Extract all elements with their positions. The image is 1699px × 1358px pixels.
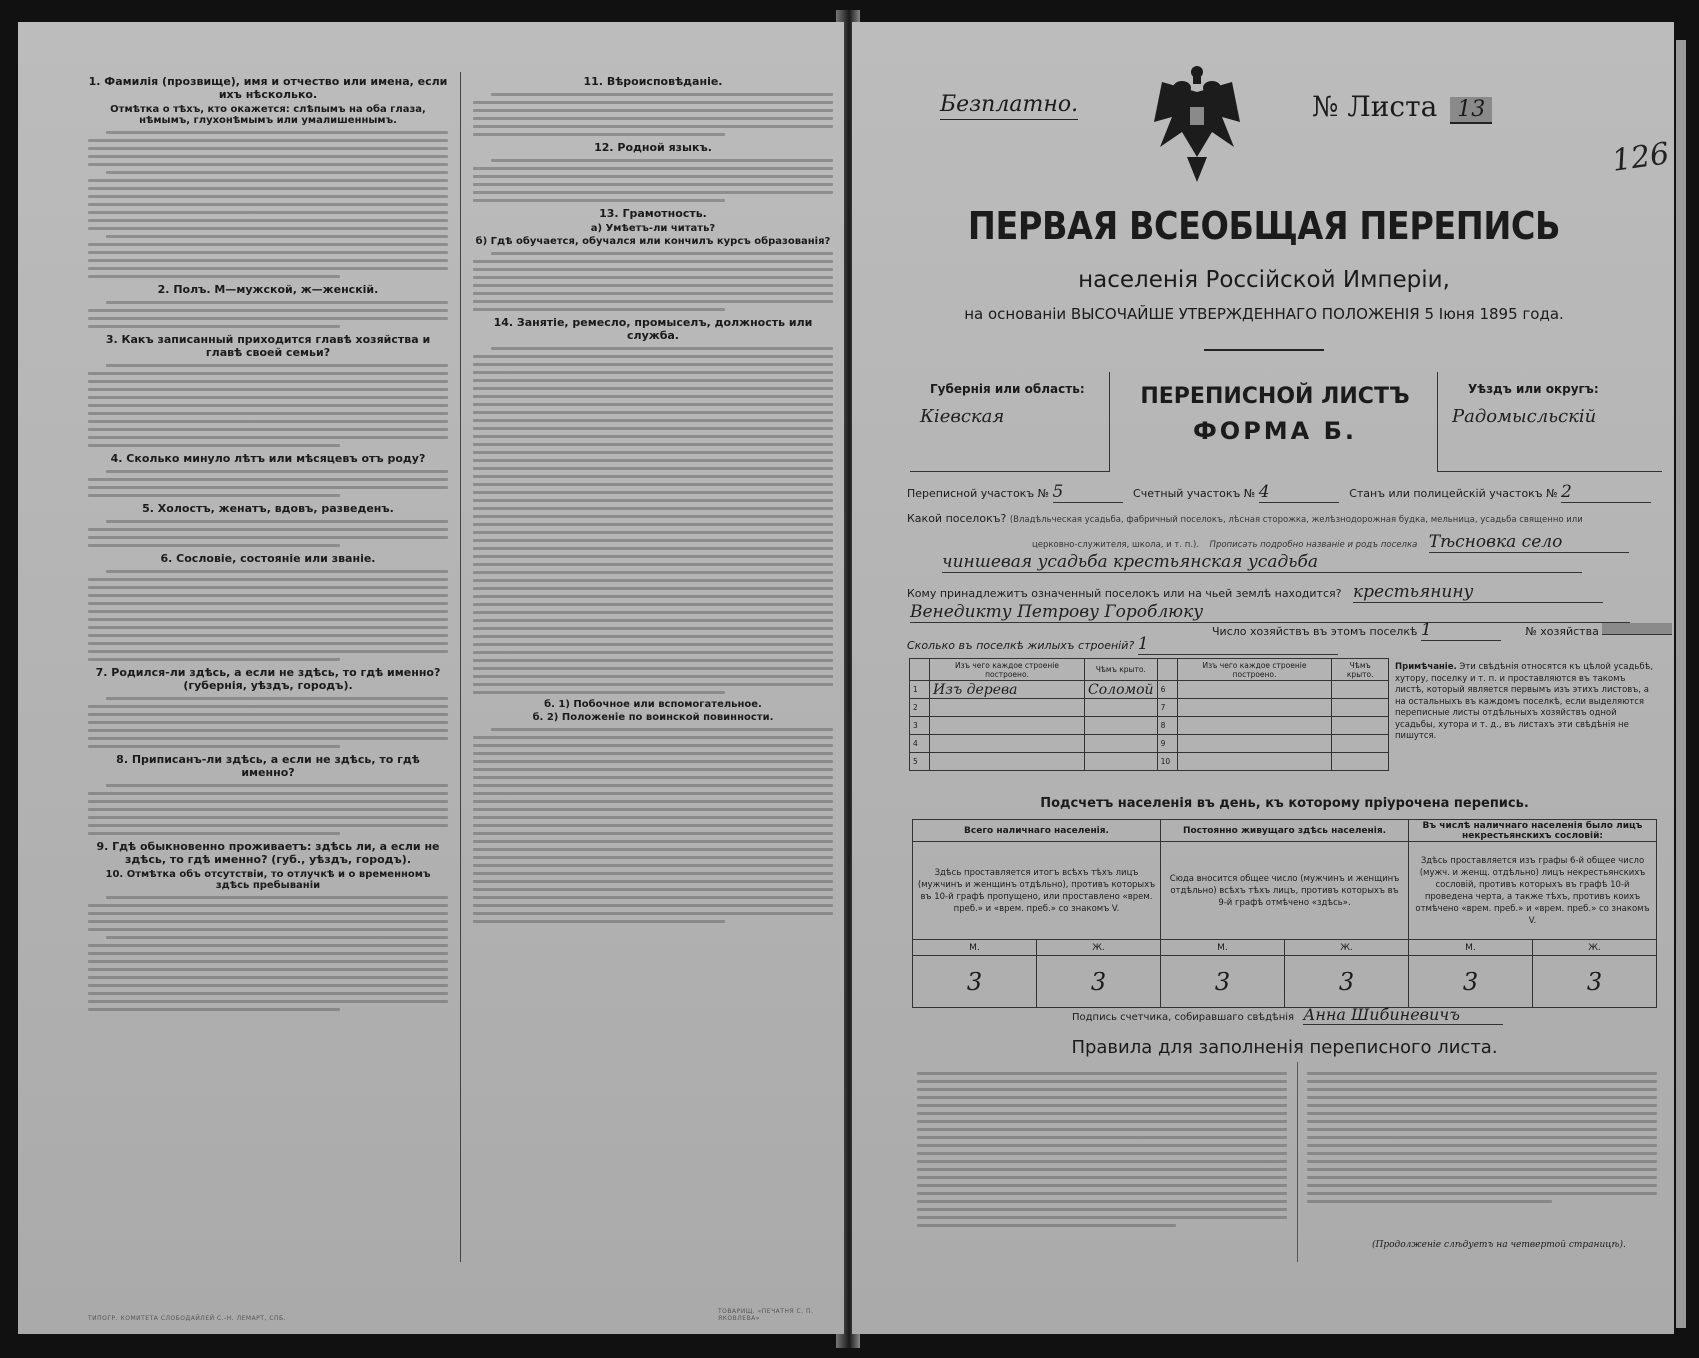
male-header: М. — [913, 940, 1037, 956]
archive-page-number: 126 — [1609, 136, 1672, 179]
population-values-row — [913, 956, 1657, 1008]
census-basis: на основаніи ВЫСОЧАЙШЕ УТВЕРЖДЕННАГО ПОЛОЖЕНІЯ 5 Іюня 1895 года. — [964, 305, 1564, 323]
heading-q13b: б) Гдѣ обучается, обучался или кончилъ курсъ образованія? — [475, 236, 831, 247]
male-header: М. — [1409, 940, 1533, 956]
text-block — [473, 252, 833, 311]
heading-q1-note: Отмѣтка о тѣхъ, кто окажется: слѣпымъ на оба глаза, нѣмымъ, глухонѣмымъ или умалишеннымъ. — [110, 104, 426, 126]
settlement-hint-3: Прописать подробно названіе и родъ поселка — [1209, 540, 1418, 550]
owner-value: крестьянину — [1353, 582, 1603, 603]
female-header: Ж. — [1533, 940, 1657, 956]
pop-desc-permanent: Сюда вносится общее число (мужчинъ и женщинъ отдѣльно) всѣхъ тѣхъ лицъ, противъ которыхъ въ 9-й графѣ отмѣчено «здѣсь». — [1161, 842, 1409, 940]
text-block — [88, 896, 448, 1011]
female-header: Ж. — [1037, 940, 1161, 956]
settlement-label: Какой поселокъ? — [907, 512, 1007, 525]
heading-q14: 14. Занятіе, ремесло, промыселъ, должность или служба. — [493, 316, 813, 342]
text-block — [88, 520, 448, 547]
household-no-value — [1602, 623, 1672, 635]
column-divider — [460, 72, 461, 1262]
settlement-value: Тѣсновка село — [1429, 532, 1629, 553]
heading-q14b2: б. 2) Положеніе по воинской повинности. — [532, 712, 774, 723]
form-title — [1120, 380, 1430, 448]
imperial-eagle-icon — [1152, 62, 1242, 187]
sheet-number — [1312, 90, 1492, 124]
permanent-male-value: 3 — [1161, 956, 1285, 1008]
district-box — [1437, 372, 1662, 472]
text-block — [88, 364, 448, 447]
table-row: 4 9 — [910, 735, 1389, 753]
total-female-value: 3 — [1037, 956, 1161, 1008]
owner-line — [907, 582, 1603, 603]
male-header: М. — [1161, 940, 1285, 956]
note-title: Примѣчаніе. — [1395, 662, 1457, 672]
heading-q7: 7. Родился-ли здѣсь, а если не здѣсь, то гдѣ именно? (губернія, уѣздъ, городъ). — [95, 666, 441, 692]
pop-col-total: Всего наличнаго населенія. — [913, 820, 1161, 842]
rules-column-2 — [1307, 1067, 1657, 1208]
heading-q2: 2. Полъ. М—мужской, ж—женскій. — [157, 283, 379, 296]
settlement-line-3 — [942, 552, 1582, 573]
owner-label: Кому принадлежитъ означенный поселокъ или на чьей землѣ находится? — [907, 587, 1342, 600]
table-row: 1 Изъ дерева Соломой 6 — [910, 681, 1389, 699]
buildings-line — [907, 634, 1338, 655]
rules-heading: Правила для заполненія переписного листа. — [1071, 1037, 1498, 1058]
text-block — [88, 570, 448, 661]
heading-q8: 8. Приписанъ-ли здѣсь, а если не здѣсь, то гдѣ именно? — [116, 753, 420, 779]
heading-q6: 6. Сословіе, состояніе или званіе. — [160, 552, 376, 565]
heading-q3: 3. Какъ записанный приходится главѣ хозяйства и главѣ своей семьи? — [105, 333, 431, 359]
text-block — [473, 159, 833, 202]
divider — [1204, 349, 1324, 351]
census-subtitle: населенія Россійской Имперіи, — [1078, 267, 1450, 293]
buildings-col-material: Изъ чего каждое строеніе построено. — [1177, 659, 1332, 681]
printer-imprint: ТОВАРИЩ. «ПЕЧАТНЯ С. П. ЯКОВЛЕВА» — [718, 1308, 814, 1322]
building-material-value: Изъ дерева — [930, 681, 1085, 699]
buildings-label: Сколько въ поселкѣ жилыхъ строеній? — [907, 639, 1135, 652]
enumerator-value: Анна Шибиневичъ — [1303, 1005, 1503, 1025]
heading-q13a: а) Умѣетъ-ли читать? — [590, 223, 716, 234]
settlement-value-2: чиншевая усадьба крестьянская усадьба — [942, 552, 1582, 573]
form-title-line-1: ПЕРЕПИСНОЙ ЛИСТЪ — [1140, 384, 1410, 409]
settlement-hint-2: церковно-служителя, школа, и т. п.). — [1032, 540, 1200, 550]
heading-q11: 11. Вѣроисповѣданіе. — [583, 75, 723, 88]
text-block — [88, 784, 448, 835]
census-district-label: Переписной участокъ № — [907, 487, 1050, 500]
right-page — [852, 22, 1674, 1334]
enumerator-label: Подпись счетчика, собиравшаго свѣдѣнія — [1072, 1012, 1295, 1023]
page-edge — [1676, 40, 1686, 1328]
household-no-label: № хозяйства — [1525, 625, 1599, 638]
pop-col-permanent: Постоянно живущаго здѣсь населенія. — [1161, 820, 1409, 842]
sheet-number-value: 13 — [1450, 97, 1492, 124]
districts-line — [907, 482, 1651, 503]
settlement-hint: (Владѣльческая усадьба, фабричный поселокъ, лѣсная сторожка, желѣзнодорожная будка, мельница, усадьба священно или — [1009, 515, 1583, 525]
heading-q1: 1. Фамилія (прозвище), имя и отчество или имена, если ихъ нѣсколько. — [88, 75, 448, 101]
counting-district-value: 4 — [1259, 482, 1339, 503]
district-label: Уѣздъ или округъ: — [1468, 382, 1599, 396]
text-block — [473, 347, 833, 694]
form-title-line-2: ФОРМА Б. — [1192, 417, 1357, 445]
text-block — [88, 131, 448, 278]
census-title: ПЕРВАЯ ВСЕОБЩАЯ ПЕРЕПИСЬ — [967, 204, 1561, 248]
pop-col-nonpeasant: Въ числѣ наличнаго населенія было лицъ некрестьянскихъ сословій: — [1409, 820, 1657, 842]
enumerator-signature — [1072, 1005, 1503, 1025]
census-district-value: 5 — [1053, 482, 1123, 503]
total-male-value: 3 — [913, 956, 1037, 1008]
heading-q10: 10. Отмѣтка объ отсутствіи, то отлучкѣ и о временномъ здѣсь пребываніи — [105, 869, 431, 891]
buildings-note — [1395, 662, 1657, 743]
text-block — [473, 93, 833, 136]
population-table — [912, 819, 1657, 1008]
continued-note: (Продолженіе слѣдуетъ на четвертой страницѣ). — [1372, 1240, 1626, 1250]
buildings-col-roof: Чѣмъ крыто. — [1332, 659, 1389, 681]
text-block — [473, 728, 833, 923]
households-label: Число хозяйствъ въ этомъ поселкѣ — [1212, 625, 1418, 638]
nonpeasant-male-value: 3 — [1409, 956, 1533, 1008]
sheet-number-label: № Листа — [1312, 90, 1438, 123]
nonpeasant-female-value: 3 — [1533, 956, 1657, 1008]
table-row: 3 8 — [910, 717, 1389, 735]
province-label: Губернія или область: — [930, 382, 1085, 396]
heading-q9: 9. Гдѣ обыкновенно проживаетъ: здѣсь ли, а если не здѣсь, то гдѣ именно? (губ., уѣздъ, городъ). — [96, 840, 440, 866]
population-heading: Подсчетъ населенія въ день, къ которому пріурочена перепись. — [1040, 796, 1529, 811]
heading-q12: 12. Родной языкъ. — [594, 141, 712, 154]
settlement-line — [907, 512, 1583, 525]
printer-imprint: ТИПОГР. КОМИТЕТА СЛОБОДАЙЛЕЙ С.-Н. ЛЕМАРТ, СПБ. — [88, 1315, 286, 1322]
stan-label: Станъ или полицейскій участокъ № — [1349, 487, 1558, 500]
text-block — [88, 697, 448, 748]
buildings-value: 1 — [1138, 634, 1338, 655]
settlement-line-2 — [1032, 532, 1629, 553]
buildings-col-material: Изъ чего каждое строеніе построено. — [930, 659, 1085, 681]
column-divider — [1297, 1062, 1298, 1262]
permanent-female-value: 3 — [1285, 956, 1409, 1008]
heading-q4: 4. Сколько минуло лѣтъ или мѣсяцевъ отъ роду? — [110, 452, 426, 465]
buildings-col-roof: Чѣмъ крыто. — [1085, 659, 1158, 681]
province-value: Кіевская — [920, 406, 1005, 427]
female-header: Ж. — [1285, 940, 1409, 956]
free-label: Безплатно. — [940, 92, 1078, 120]
text-block — [88, 470, 448, 497]
buildings-table — [909, 658, 1389, 771]
province-box — [910, 372, 1110, 472]
instructions-column-2 — [473, 70, 833, 928]
text-block — [88, 301, 448, 328]
pop-desc-nonpeasant: Здѣсь проставляется изъ графы 6-й общее число (мужч. и женщ. отдѣльно) лицъ некрестьянскихъ сословій, противъ которыхъ въ графѣ 10-й проведена черта, а также тѣхъ, противъ коихъ отмѣчено «врем. преб.» и «врем. преб.» со знакомъ V. — [1409, 842, 1657, 940]
pop-desc-total: Здѣсь проставляется итогъ всѣхъ тѣхъ лицъ (мужчинъ и женщинъ отдѣльно), противъ которыхъ въ 10-й графѣ пропущено, или проставлено «врем. преб.» и «врем. преб.» со знакомъ V. — [913, 842, 1161, 940]
rules-column-1 — [917, 1067, 1287, 1232]
left-page — [18, 22, 844, 1334]
instructions-column-1 — [88, 70, 448, 1016]
heading-q14b1: б. 1) Побочное или вспомогательное. — [544, 699, 762, 710]
district-value: Радомысльскій — [1452, 406, 1597, 427]
heading-q5: 5. Холостъ, женатъ, вдовъ, разведенъ. — [142, 502, 394, 515]
households-value: 1 — [1421, 620, 1501, 641]
heading-q13: 13. Грамотность. — [599, 207, 707, 220]
table-row: 5 10 — [910, 753, 1389, 771]
note-text: Эти свѣдѣнія относятся къ цѣлой усадьбѣ, хутору, поселку и т. п. и проставляются въ такомъ листѣ, который является первымъ изъ этихъ листовъ, а на остальныхъ въ каждомъ поселкѣ, если выделяются переписные листы отдѣльныхъ хозяйствъ одной усадьбы, хутора и т. д., въ листахъ эти свѣдѣнія не пишутся. — [1395, 662, 1654, 741]
owner-value-2: Венедикту Петрову Гороблюку — [910, 602, 1630, 623]
stan-value: 2 — [1561, 482, 1651, 503]
table-row: 2 7 — [910, 699, 1389, 717]
counting-district-label: Счетный участокъ № — [1133, 487, 1256, 500]
building-roof-value: Соломой — [1085, 681, 1158, 699]
